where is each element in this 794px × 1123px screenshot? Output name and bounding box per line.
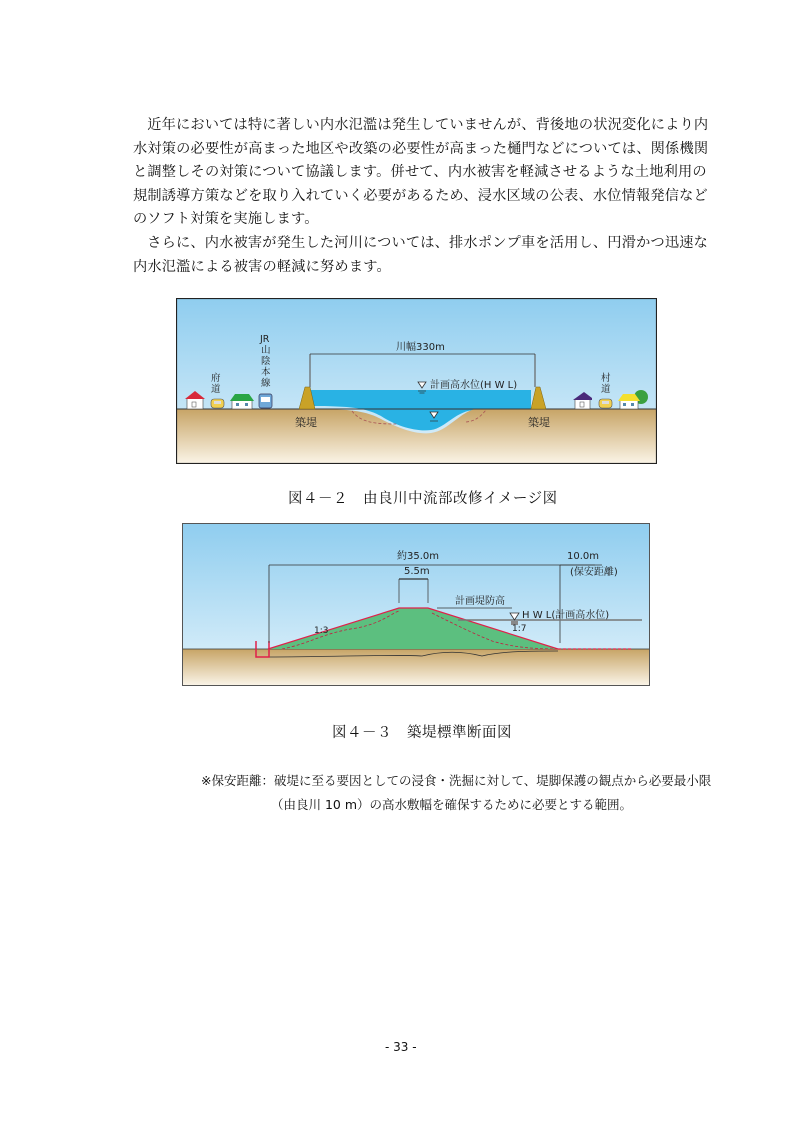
safety-distance-label: (保安距離) bbox=[570, 567, 618, 578]
river-width-label: 川幅330m bbox=[396, 342, 445, 353]
road-left-label-2: 道 bbox=[211, 384, 221, 395]
figure-levee-standard-section bbox=[182, 523, 650, 686]
svg-text:線: 線 bbox=[261, 378, 271, 389]
svg-text:本: 本 bbox=[261, 367, 271, 378]
note-line-2: （由良川 10 m）の高水敷幅を確保するために必要とする範囲。 bbox=[271, 797, 633, 812]
figure-2-caption: 図４－３ 築堤標準断面図 bbox=[332, 725, 512, 741]
levee-cross-section-diagram bbox=[182, 523, 650, 686]
road-right-label-1: 村 bbox=[601, 373, 611, 384]
road-left-label-1: 府 bbox=[211, 373, 221, 384]
road-right-label-2: 道 bbox=[601, 384, 611, 395]
safety-width-label: 10.0m bbox=[567, 551, 600, 562]
hwl-label: 計画高水位(H W L) bbox=[430, 380, 518, 391]
figure-1-caption: 図４－２ 由良川中流部改修イメージ図 bbox=[288, 491, 558, 507]
railway-label bbox=[259, 334, 271, 389]
river-cross-section-diagram bbox=[176, 298, 657, 464]
paragraph-2 bbox=[133, 232, 713, 279]
crest-width-label: 5.5m bbox=[404, 566, 430, 577]
page-number: - 33 - bbox=[385, 1040, 417, 1054]
svg-text:陰: 陰 bbox=[261, 356, 271, 367]
train-icon bbox=[259, 394, 272, 408]
levee-right-label: 築堤 bbox=[528, 416, 550, 429]
levee-height-label: 計画堤防高 bbox=[455, 596, 505, 607]
svg-text:JR: JR bbox=[260, 334, 270, 345]
levee-left-label: 築堤 bbox=[295, 416, 317, 429]
paragraph-1 bbox=[133, 114, 713, 232]
slope-right-label: 1:7 bbox=[512, 624, 527, 634]
paragraph-2-text: さらに、内水被害が発生した河川については、排水ポンプ車を活用し、円滑かつ迅速な内水氾濫による被害の軽減に努めます。 bbox=[133, 235, 709, 275]
house-icon bbox=[230, 394, 254, 409]
hwl-label: H W L(計画高水位) bbox=[522, 610, 610, 621]
note-line-1: ※保安距離：破堤に至る要因としての浸食・洗掘に対して、堤脚保護の観点から必要最小限 bbox=[201, 773, 712, 788]
figure-river-improvement-image bbox=[176, 298, 657, 464]
svg-text:山: 山 bbox=[261, 345, 271, 356]
car-icon bbox=[599, 399, 612, 408]
paragraph-1-text: 近年においては特に著しい内水氾濫は発生していませんが、背後地の状況変化により内水対策の必要性が高まった地区や改築の必要性が高まった樋門などについては、関係機関と調整しその対策について協議します。併せて、内水被害を軽減させるような土地利用の規制誘導方策などを取り入れていく必要があるため、浸水区域の公表、水位情報発信などのソフト対策を実施します。 bbox=[133, 117, 709, 227]
total-width-label: 約35.0m bbox=[397, 551, 440, 562]
slope-left-label: 1:3 bbox=[314, 626, 329, 636]
car-icon bbox=[211, 399, 224, 408]
